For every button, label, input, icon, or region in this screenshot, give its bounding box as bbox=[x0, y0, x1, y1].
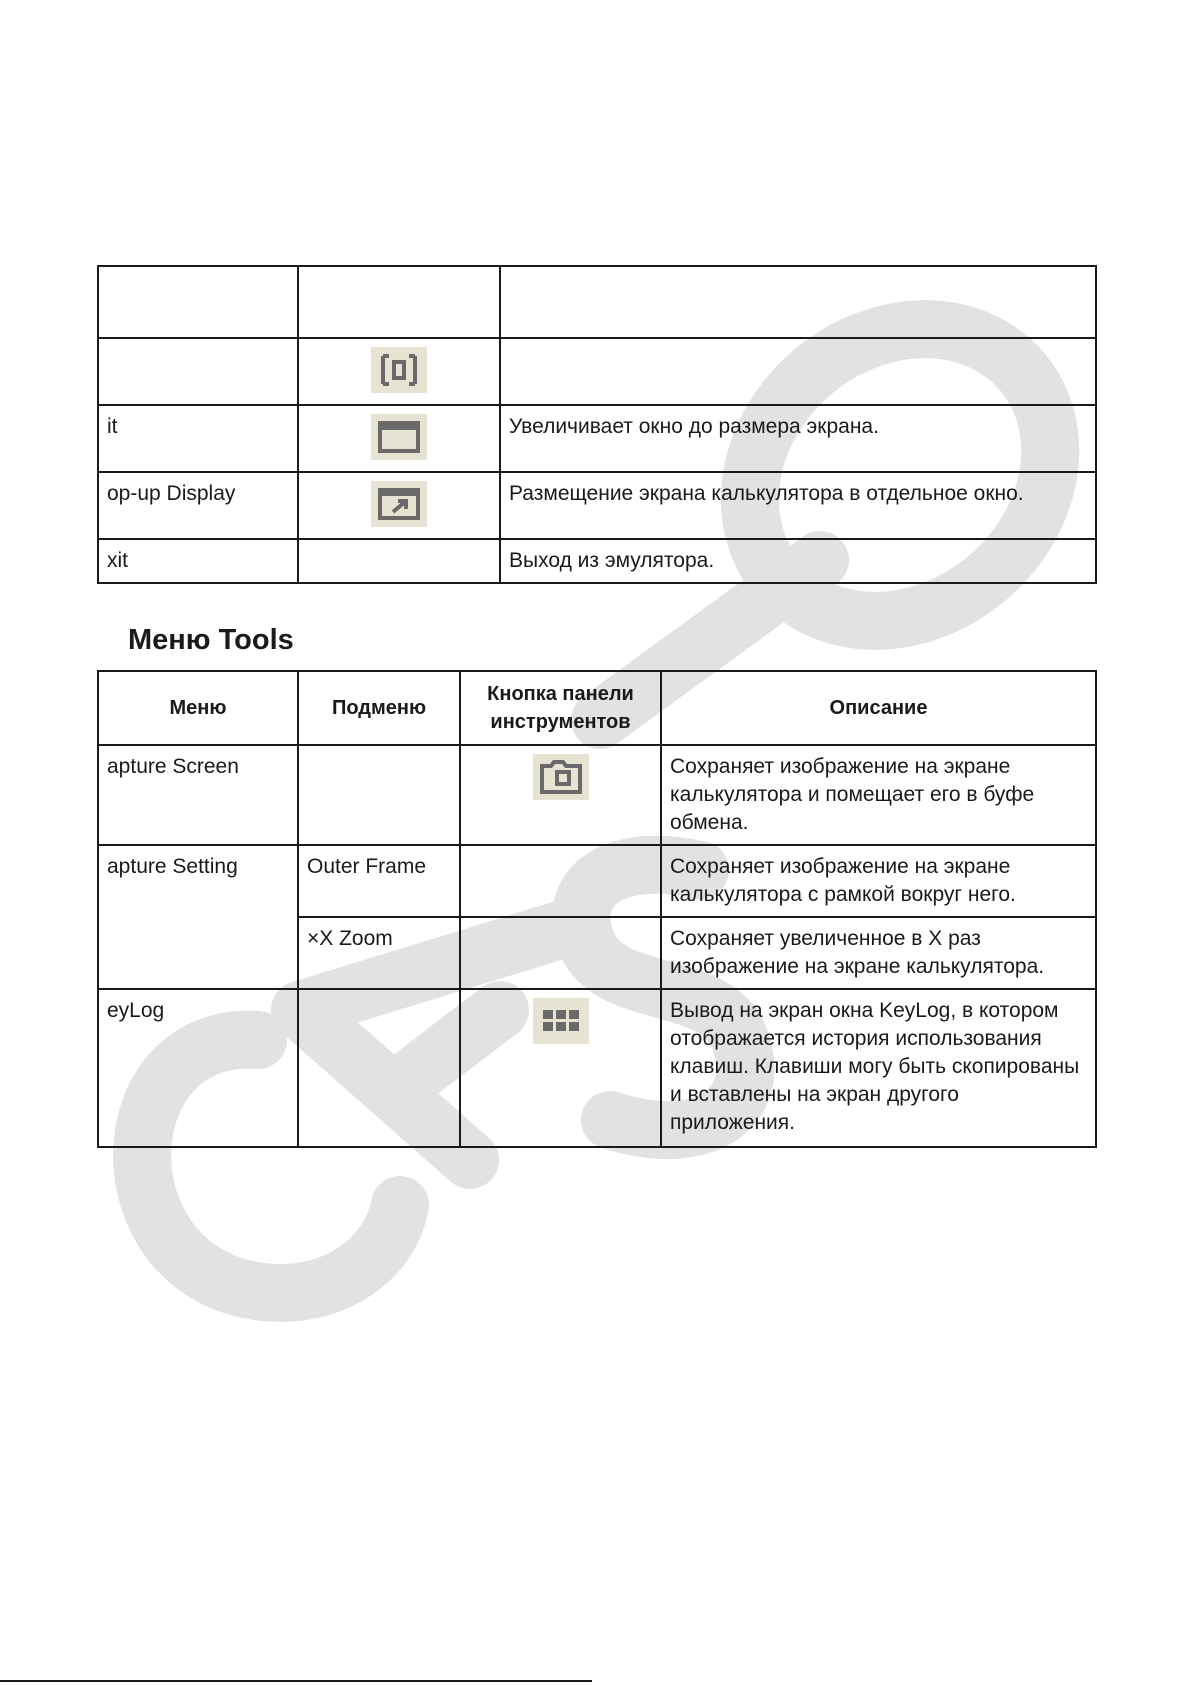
capture-screen-icon bbox=[533, 754, 589, 800]
table-header-row bbox=[98, 671, 1096, 745]
table-cell bbox=[460, 917, 661, 989]
table-cell: apture Setting bbox=[98, 845, 298, 989]
table-row bbox=[98, 266, 1096, 338]
table-row bbox=[98, 338, 1096, 405]
table-cell bbox=[460, 989, 661, 1147]
table-cell bbox=[98, 266, 298, 338]
table-cell: it bbox=[98, 405, 298, 472]
table-row bbox=[98, 472, 1096, 539]
table-cell: Outer Frame bbox=[298, 845, 460, 917]
keylog-grid-icon bbox=[533, 998, 589, 1044]
fit-frame-icon bbox=[371, 347, 427, 393]
table-cell bbox=[298, 338, 500, 405]
table-cell bbox=[298, 405, 500, 472]
table-cell: Размещение экрана калькулятора в отдельное окно. bbox=[500, 472, 1096, 539]
table-cell bbox=[298, 989, 460, 1147]
table-cell bbox=[298, 745, 460, 845]
view-menu-table bbox=[97, 265, 1097, 584]
header-description: Описание bbox=[661, 671, 1096, 745]
header-toolbar-button: Кнопка панели инструментов bbox=[460, 671, 661, 745]
table-cell bbox=[460, 745, 661, 845]
table-cell: Сохраняет изображение на экране калькулятора с рамкой вокруг него. bbox=[661, 845, 1096, 917]
table-cell: Выход из эмулятора. bbox=[500, 539, 1096, 583]
table-cell bbox=[298, 539, 500, 583]
table-row bbox=[98, 745, 1096, 845]
table-cell: op-up Display bbox=[98, 472, 298, 539]
table-cell: ×X Zoom bbox=[298, 917, 460, 989]
header-menu: Меню bbox=[98, 671, 298, 745]
table-cell: apture Screen bbox=[98, 745, 298, 845]
table-cell bbox=[500, 266, 1096, 338]
maximize-window-icon bbox=[371, 414, 427, 460]
table-cell bbox=[500, 338, 1096, 405]
table-cell: Увеличивает окно до размера экрана. bbox=[500, 405, 1096, 472]
table-cell bbox=[460, 845, 661, 917]
pop-up-display-icon bbox=[371, 481, 427, 527]
table-cell bbox=[98, 338, 298, 405]
table-row bbox=[98, 989, 1096, 1147]
footer-rule bbox=[0, 1680, 592, 1682]
table-row bbox=[98, 539, 1096, 583]
table-cell: Вывод на экран окна KeyLog, в котором отображается история использования клавиш. Клавиши могу быть скопированы и вставлены на экран другого приложения. bbox=[661, 989, 1096, 1147]
table-cell: eyLog bbox=[98, 989, 298, 1147]
tools-menu-table bbox=[97, 670, 1097, 1148]
table-cell: Сохраняет изображение на экране калькулятора и помещает его в буфе обмена. bbox=[661, 745, 1096, 845]
section-title: Меню Tools bbox=[128, 624, 294, 656]
table-cell: xit bbox=[98, 539, 298, 583]
table-cell bbox=[298, 266, 500, 338]
table-cell bbox=[298, 472, 500, 539]
table-row bbox=[98, 405, 1096, 472]
table-row bbox=[98, 845, 1096, 917]
header-submenu: Подменю bbox=[298, 671, 460, 745]
table-cell: Сохраняет увеличенное в X раз изображение на экране калькулятора. bbox=[661, 917, 1096, 989]
